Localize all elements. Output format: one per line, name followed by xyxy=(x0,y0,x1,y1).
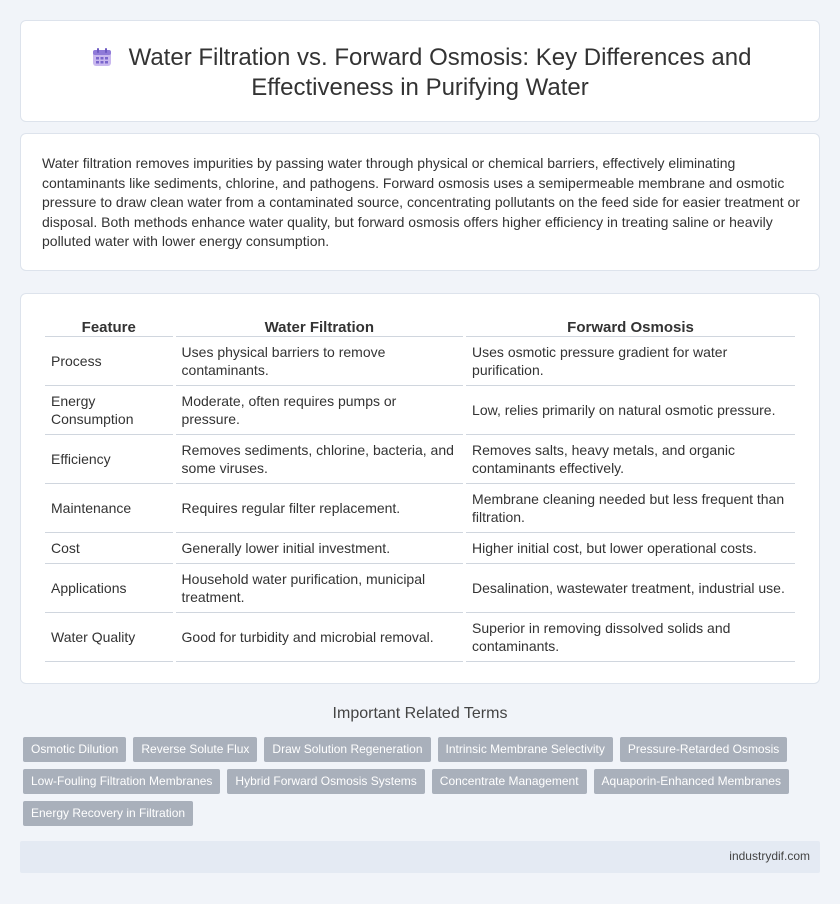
row-feature: Energy Consumption xyxy=(45,386,173,435)
page-title xyxy=(21,43,819,103)
intro-card xyxy=(20,133,820,271)
row-feature: Cost xyxy=(45,533,173,564)
tag-energy-recovery-in-filtration[interactable]: Energy Recovery in Filtration xyxy=(23,801,193,826)
tag-reverse-solute-flux[interactable]: Reverse Solute Flux xyxy=(133,737,257,762)
table-row xyxy=(45,613,795,662)
comparison-card xyxy=(20,293,820,684)
row-water-filtration: Removes sediments, chlorine, bacteria, and some viruses. xyxy=(176,435,463,484)
related-terms-tags xyxy=(23,737,813,826)
header-card xyxy=(20,20,820,122)
tag-hybrid-forward-osmosis-systems[interactable]: Hybrid Forward Osmosis Systems xyxy=(227,769,424,794)
row-water-filtration: Generally lower initial investment. xyxy=(176,533,463,564)
footer-site-link[interactable]: industrydif.com xyxy=(729,849,810,863)
row-water-filtration: Requires regular filter replacement. xyxy=(176,484,463,533)
table-row xyxy=(45,386,795,435)
tag-draw-solution-regeneration[interactable]: Draw Solution Regeneration xyxy=(264,737,430,762)
row-feature: Water Quality xyxy=(45,613,173,662)
tag-intrinsic-membrane-selectivity[interactable]: Intrinsic Membrane Selectivity xyxy=(438,737,613,762)
tag-pressure-retarded-osmosis[interactable]: Pressure-Retarded Osmosis xyxy=(620,737,787,762)
row-forward-osmosis: Low, relies primarily on natural osmotic pressure. xyxy=(466,386,795,435)
row-water-filtration: Uses physical barriers to remove contaminants. xyxy=(176,337,463,386)
page-title-line-2: Effectiveness in Purifying Water xyxy=(251,74,589,101)
footer xyxy=(20,841,820,873)
page-title-line-1: Water Filtration vs. Forward Osmosis: Key Differences and xyxy=(128,44,752,71)
row-forward-osmosis: Desalination, wastewater treatment, industrial use. xyxy=(466,564,795,613)
table-header-row xyxy=(45,315,795,337)
tag-low-fouling-filtration-membranes[interactable]: Low-Fouling Filtration Membranes xyxy=(23,769,220,794)
row-forward-osmosis: Membrane cleaning needed but less frequent than filtration. xyxy=(466,484,795,533)
intro-paragraph: Water filtration removes impurities by passing water through physical or chemical barriers, effectively eliminating contaminants like sediments, chlorine, and pathogens. Forward osmosis uses a semipermeable membrane and osmotic pressure to draw clean water from a contaminated source, concentrating pollutants on the feed side for easier treatment or disposal. Both methods enhance water quality, but forward osmosis offers higher efficiency in treating saline or heavily polluted water with lower energy consumption. xyxy=(42,155,800,250)
header-forward-osmosis: Forward Osmosis xyxy=(466,315,795,337)
header-water-filtration: Water Filtration xyxy=(176,315,463,337)
row-water-filtration: Household water purification, municipal treatment. xyxy=(176,564,463,613)
row-water-filtration: Good for turbidity and microbial removal. xyxy=(176,613,463,662)
header-feature: Feature xyxy=(45,315,173,337)
tag-concentrate-management[interactable]: Concentrate Management xyxy=(432,769,587,794)
table-row xyxy=(45,484,795,533)
row-feature: Process xyxy=(45,337,173,386)
tag-osmotic-dilution[interactable]: Osmotic Dilution xyxy=(23,737,126,762)
table-row xyxy=(45,533,795,564)
row-feature: Maintenance xyxy=(45,484,173,533)
row-forward-osmosis: Uses osmotic pressure gradient for water purification. xyxy=(466,337,795,386)
table-row xyxy=(45,435,795,484)
row-forward-osmosis: Superior in removing dissolved solids and contaminants. xyxy=(466,613,795,662)
row-feature: Efficiency xyxy=(45,435,173,484)
related-terms-title: Important Related Terms xyxy=(332,705,508,722)
tag-aquaporin-enhanced-membranes[interactable]: Aquaporin-Enhanced Membranes xyxy=(594,769,789,794)
row-forward-osmosis: Removes salts, heavy metals, and organic contaminants effectively. xyxy=(466,435,795,484)
table-row xyxy=(45,337,795,386)
row-water-filtration: Moderate, often requires pumps or pressure. xyxy=(176,386,463,435)
row-feature: Applications xyxy=(45,564,173,613)
comparison-table xyxy=(42,315,798,662)
row-forward-osmosis: Higher initial cost, but lower operational costs. xyxy=(466,533,795,564)
table-row xyxy=(45,564,795,613)
